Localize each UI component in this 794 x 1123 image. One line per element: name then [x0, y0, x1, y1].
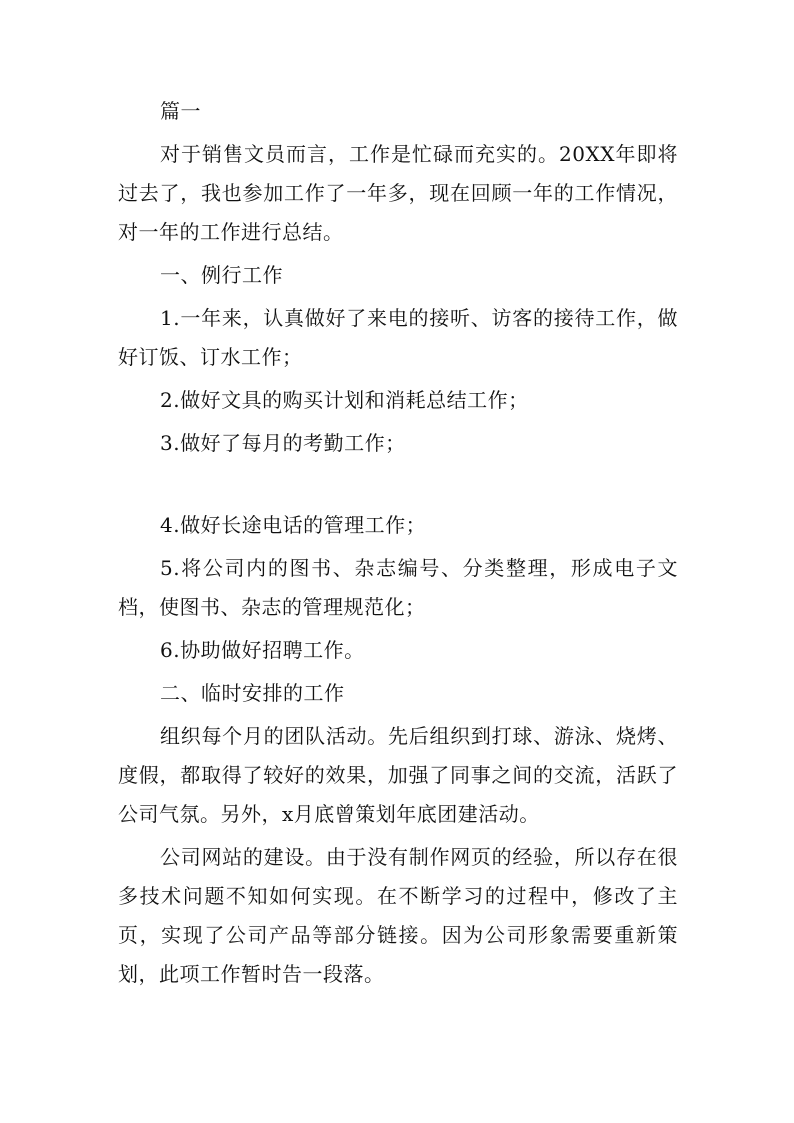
website-paragraph: 公司网站的建设。由于没有制作网页的经验，所以存在很多技术问题不知如何实现。在不断学习的过程中，修改了主页，实现了公司产品等部分链接。因为公司形象需要重新策划，此项工作暂时告一段落。	[118, 845, 678, 986]
intro-paragraph: 对于销售文员而言，工作是忙碌而充实的。20XX年即将过去了，我也参加工作了一年多，现在回顾一年的工作情况，对一年的工作进行总结。	[118, 142, 678, 244]
team-activity-paragraph: 组织每个月的团队活动。先后组织到打球、游泳、烧烤、度假，都取得了较好的效果，加强了同事之间的交流，活跃了公司气氛。另外，x月底曾策划年底团建活动。	[118, 724, 678, 826]
document-body	[118, 92, 678, 994]
list-item-1: 1.一年来，认真做好了来电的接听、访客的接待工作，做好订饭、订水工作；	[118, 306, 678, 369]
blank-gap	[118, 463, 678, 506]
section-heading-routine-work: 一、例行工作	[160, 263, 283, 287]
list-item-5: 5.将公司内的图书、杂志编号、分类整理，形成电子文档，使图书、杂志的管理规范化；	[118, 556, 678, 619]
list-item-2: 2.做好文具的购买计划和消耗总结工作；	[160, 388, 529, 412]
list-item-6: 6.协助做好招聘工作。	[160, 638, 365, 662]
list-item-3: 3.做好了每月的考勤工作；	[160, 431, 406, 455]
section-heading-temporary-work: 二、临时安排的工作	[160, 681, 345, 705]
list-item-4: 4.做好长途电话的管理工作；	[160, 513, 427, 537]
document-title: 篇一	[160, 99, 201, 123]
